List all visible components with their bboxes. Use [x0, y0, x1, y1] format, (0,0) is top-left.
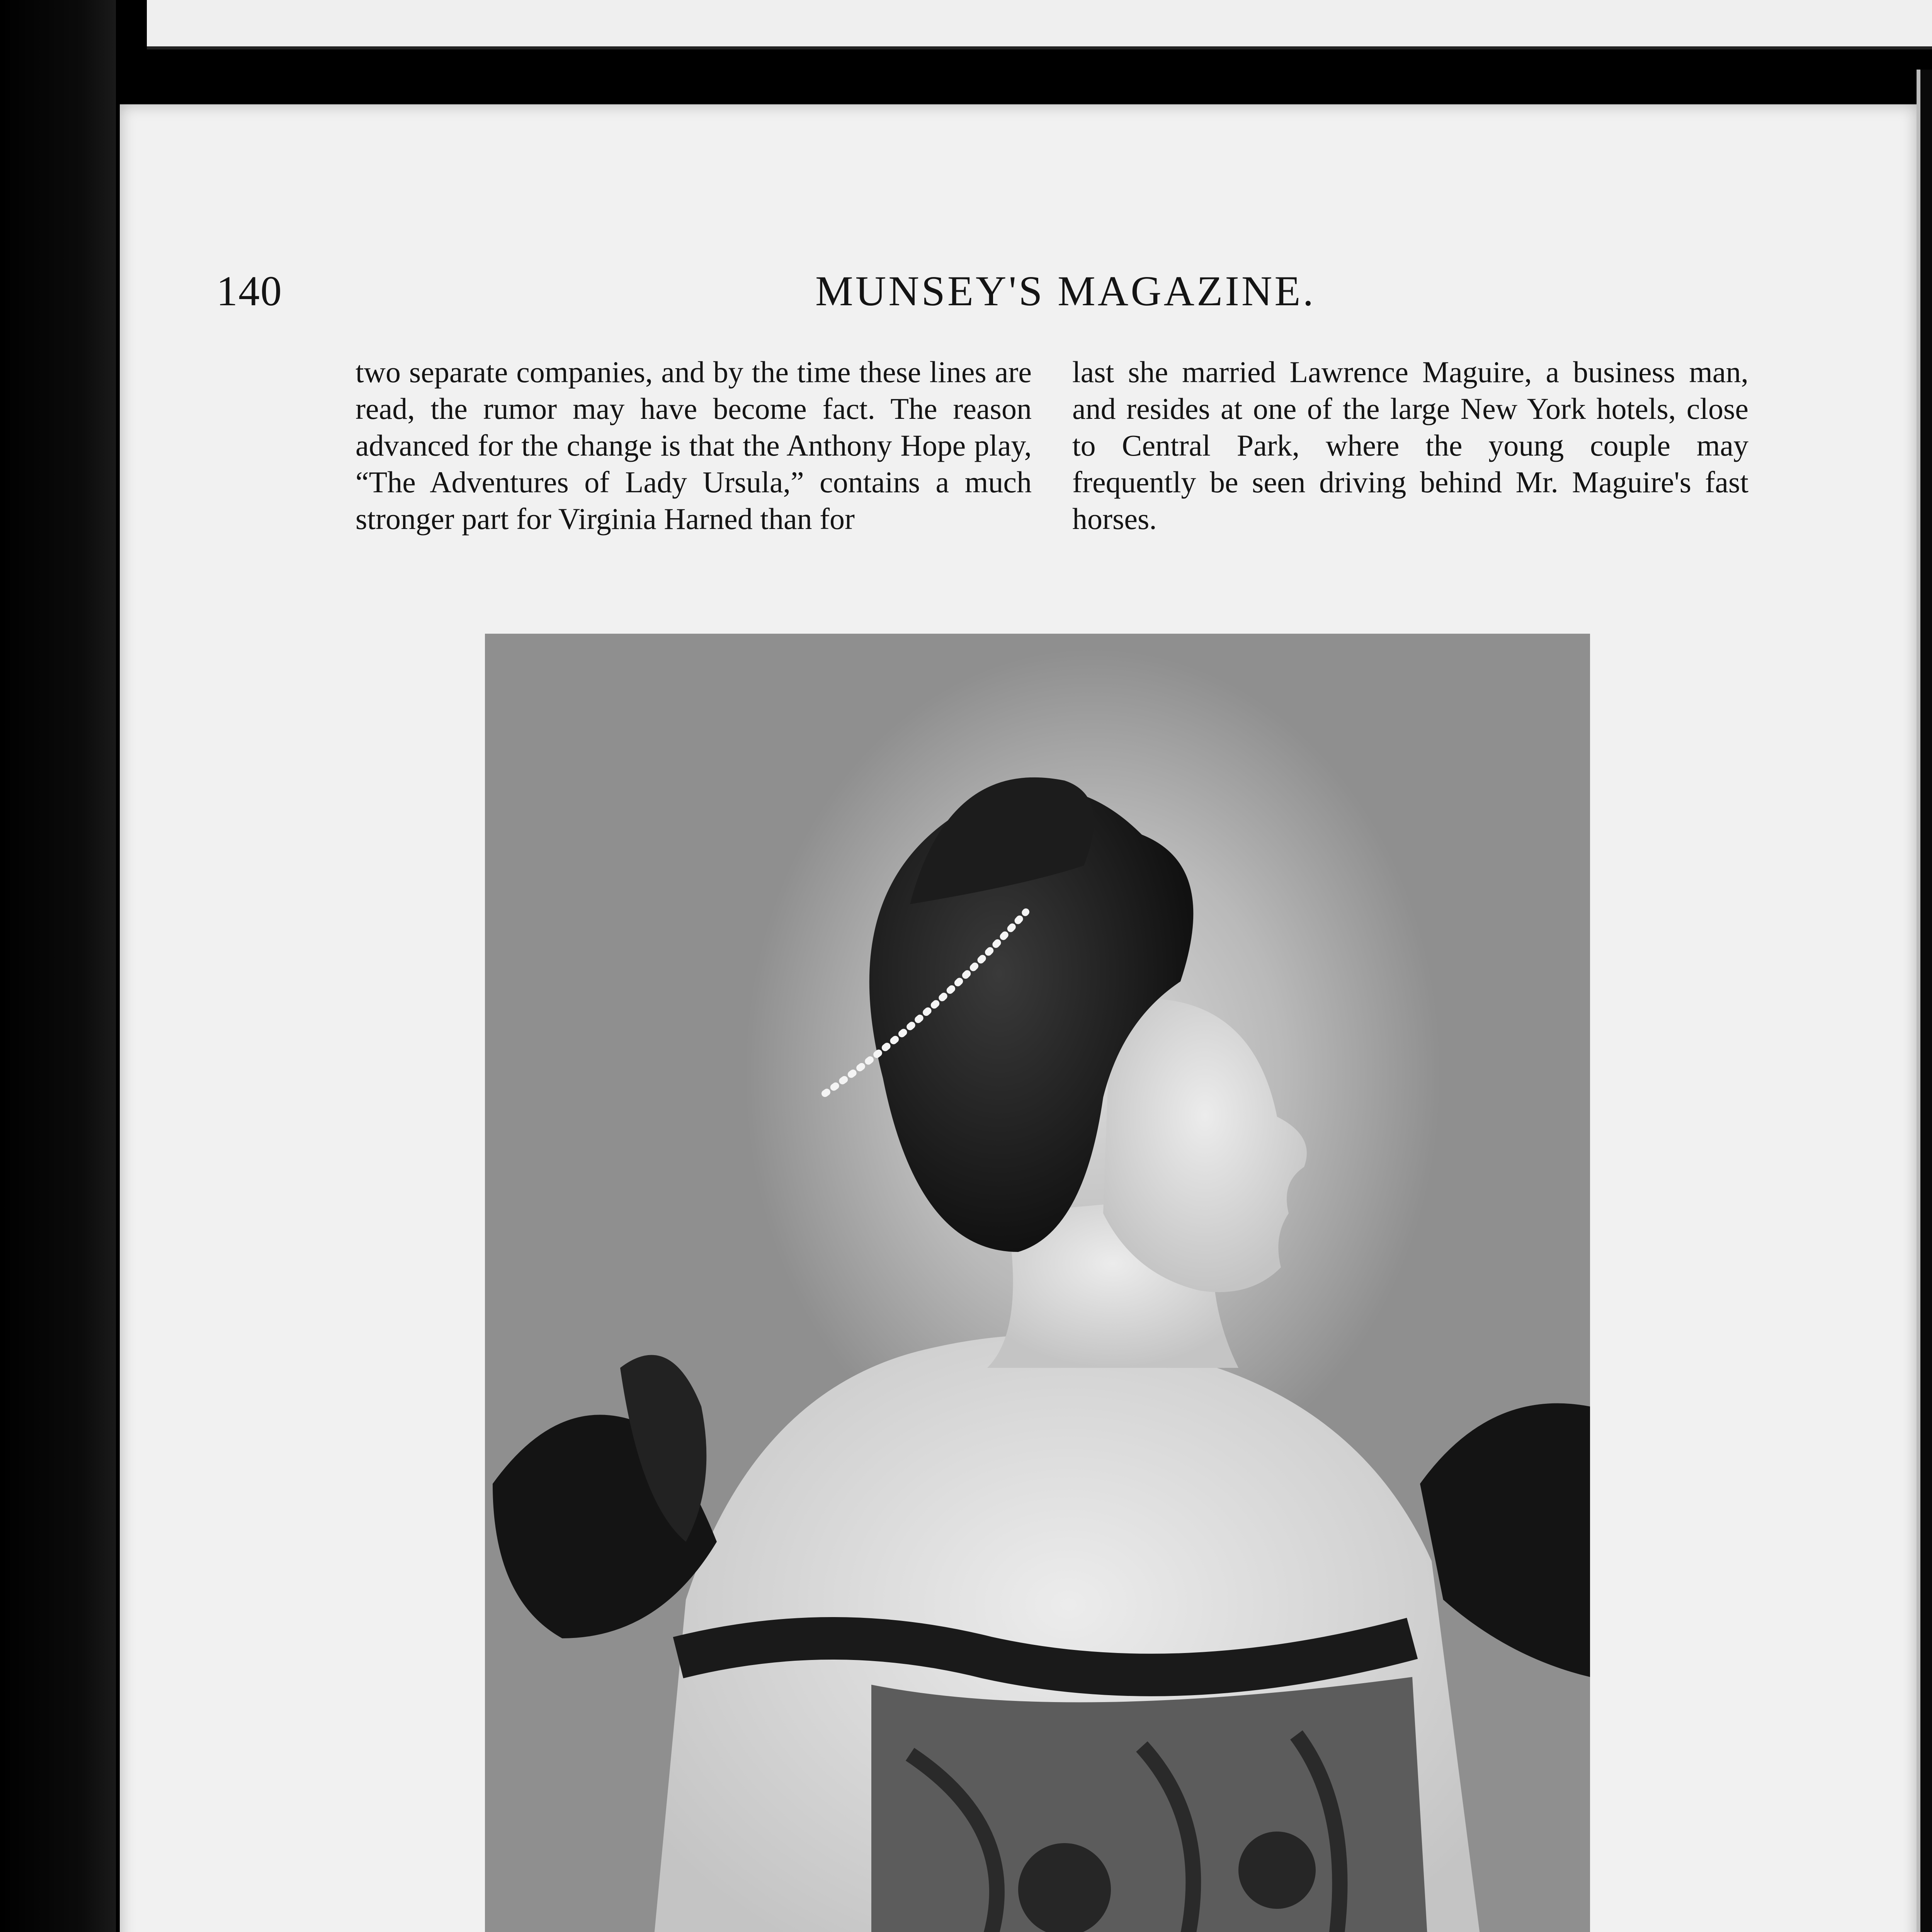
binding-edge	[1917, 70, 1932, 1932]
portrait-illustration	[485, 634, 1590, 1932]
previous-page-edge	[147, 0, 1932, 49]
running-head: MUNSEY'S MAGAZINE.	[815, 267, 1316, 315]
paragraph: last she married Lawrence Maguire, a business man, and resides at one of the large New York hotels, close to Central Park, where the young couple may frequently be seen driving behind Mr. Maguire's fast horses.	[1072, 355, 1748, 536]
top-right-column	[1072, 354, 1748, 537]
portrait-photograph	[485, 634, 1590, 1932]
top-left-column	[355, 354, 1032, 537]
scan-left-shadow	[0, 0, 116, 1932]
page-number: 140	[216, 267, 282, 315]
paragraph: two separate companies, and by the time these lines are read, the rumor may have become fact. The reason advanced for the change is that the Anthony Hope play, “The Adventures of Lady Ursula,” contains a much stronger part for Virginia Harned than for	[355, 355, 1032, 536]
